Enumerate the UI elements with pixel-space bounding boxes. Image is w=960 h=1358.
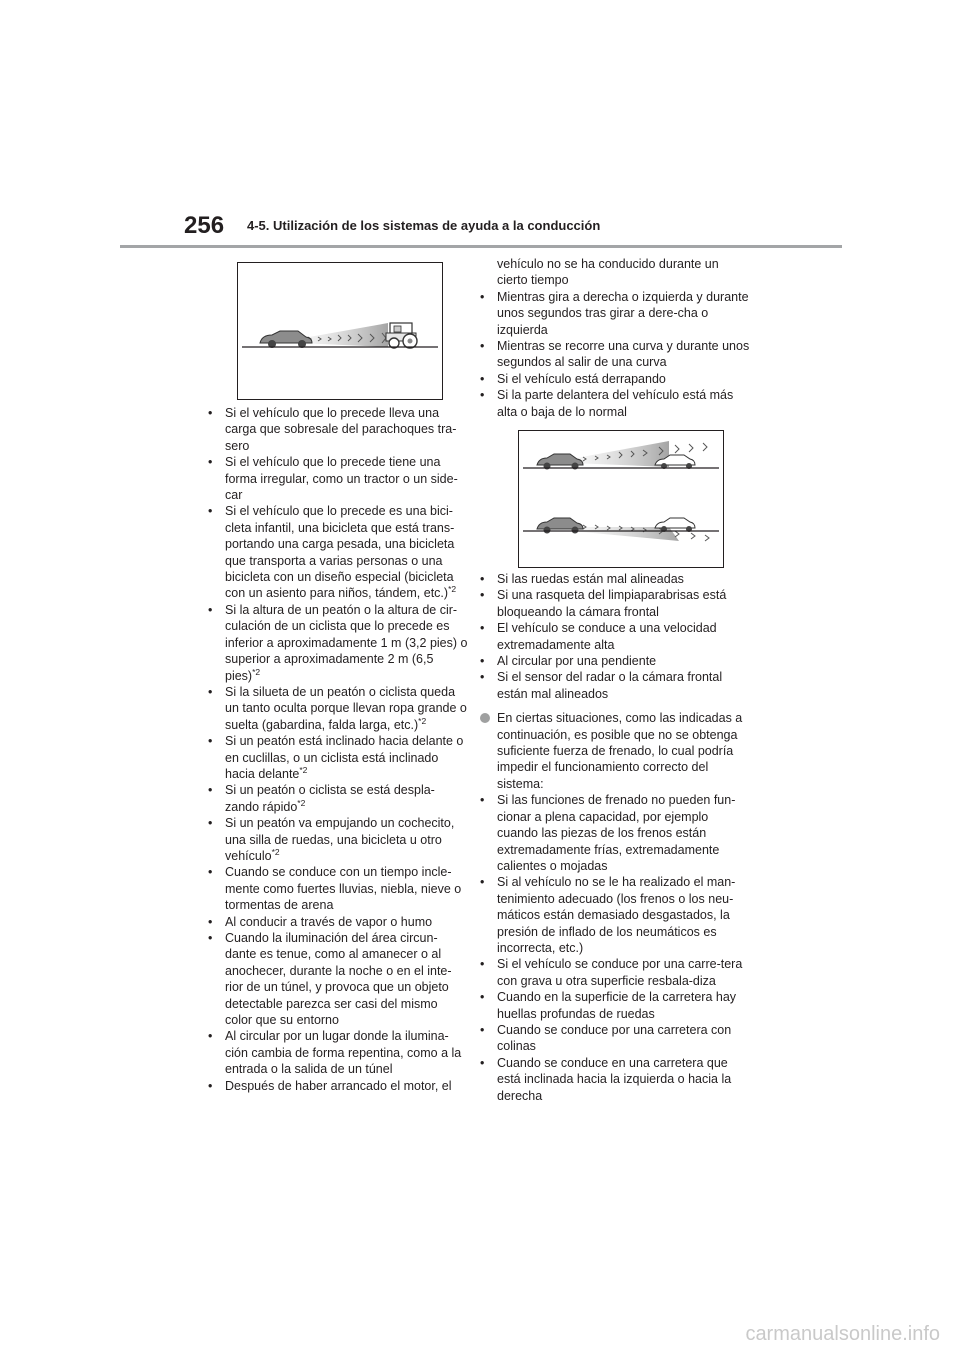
- list-item: • Si la altura de un peatón o la altura de cir-culación de un ciclista que lo precede es inferior a aproximadamente 1 m (3,2 pies) o superior a aproximadamente 2 m (6,5 pies)$^{*2}$: [208, 602, 468, 683]
- list-item: • Cuando en la superficie de la carretera hay huellas profundas de ruedas: [480, 990, 737, 1021]
- section-title: 4-5. Utilización de los sistemas de ayuda a la conducción: [247, 218, 601, 233]
- curve-illustration: [519, 431, 723, 567]
- list-item: • Cuando se conduce con un tiempo incle-mente como fuertes lluvias, niebla, nieve o tormentas de arena: [208, 865, 462, 913]
- list-item: • Mientras gira a derecha o izquierda y durante unos segundos tras girar a dere-cha o izquierda: [480, 289, 749, 337]
- main-point-circle-icon: [480, 713, 490, 723]
- list-item: • Al circular por una pendiente: [480, 654, 657, 669]
- right-column-top: [480, 256, 752, 420]
- list-item: • Cuando la iluminación del área circun-dante es tenue, como al amanecer o al anochecer, durante la noche o en el inte-rior de un túnel, y provoca que un objeto detectable parezca ser casi del mismo color que su entorno: [208, 931, 452, 1028]
- list-item: • Si el vehículo está derrapando: [480, 371, 666, 386]
- list-item: • Si el vehículo que lo precede tiene una forma irregular, como un tractor o un side-car: [208, 455, 458, 503]
- tractor-illustration: [238, 263, 442, 399]
- car-icon: [537, 454, 583, 470]
- list-item: • Si un peatón está inclinado hacia delante o en cuclillas, o un ciclista está inclinado hacia delante$^{*2}$: [208, 734, 464, 781]
- tractor-icon: [386, 323, 417, 348]
- continued-text: vehículo no se ha conducido durante un cierto tiempo: [497, 257, 719, 288]
- left-column: [208, 405, 468, 1094]
- main-point: En ciertas situaciones, como las indicadas a continuación, es posible que no se obtenga suficiente fuerza de frenado, lo cual podría impedir el funcionamiento correcto del sistema:: [480, 710, 752, 792]
- list-item: • Cuando se conduce en una carretera que está inclinada hacia la izquierda o hacia la derecha: [480, 1055, 732, 1103]
- right-column-middle: [480, 571, 752, 1104]
- list-item: • Si un peatón o ciclista se está despla-zando rápido$^{*2}$: [208, 783, 435, 814]
- list-item: • Al conducir a través de vapor o humo: [208, 914, 433, 929]
- figure-curve-illustration: [518, 430, 724, 568]
- list-item: • Si el vehículo que lo precede lleva una carga que sobresale del parachoques tra-sero: [208, 406, 457, 453]
- list-item: • Si al vehículo no se le ha realizado el man-tenimiento adecuado (los frenos o los neu-máticos están demasiado desgastados, la presión de inflado de los neumáticos es incorrecta, etc.): [480, 875, 736, 955]
- list-item: • Si las ruedas están mal alineadas: [480, 572, 684, 586]
- list-item: • Después de haber arrancado el motor, el: [208, 1078, 452, 1093]
- list-item: • Cuando se conduce por una carretera con colinas: [480, 1022, 732, 1054]
- list-item: • Al circular por un lugar donde la ilumina-ción cambia de forma repentina, como a la entrada o la salida de un túnel: [208, 1029, 462, 1077]
- car-icon: [260, 331, 312, 348]
- list-item: • Si una rasqueta del limpiaparabrisas está bloqueando la cámara frontal: [480, 588, 727, 619]
- figure-tractor-illustration: [237, 262, 443, 400]
- list-item: • Si un peatón va empujando un cochecito, una silla de ruedas, una bicicleta u otro vehículo$^{*2}$: [208, 816, 455, 863]
- header-rule: [120, 245, 842, 248]
- list-item: • Si el vehículo se conduce por una carre-tera con grava u otra superficie resbala-diza: [480, 957, 743, 988]
- list-item: • Si el sensor del radar o la cámara frontal están mal alineados: [480, 670, 723, 701]
- list-item: • El vehículo se conduce a una velocidad extremadamente alta: [480, 621, 717, 652]
- list-item: • Si las funciones de frenado no pueden fun-cionar a plena capacidad, por ejemplo cuando las piezas de los frenos están extremadamente frías, extremadamente calientes o mojadas: [480, 793, 736, 873]
- list-item: • Si la parte delantera del vehículo está más alta o baja de lo normal: [480, 388, 734, 419]
- list-item: • Si la silueta de un peatón o ciclista queda un tanto oculta porque llevan ropa grande o suelta (gabardina, falda larga, etc.)$^{*2}$: [208, 684, 467, 732]
- watermark: carmanualsonline.info: [745, 1323, 940, 1345]
- page-number: 256: [184, 212, 225, 239]
- list-item: • Si el vehículo que lo precede es una bici-cleta infantil, una bicicleta que está trans-portando una carga pesada, una bicicleta que transporta a varias personas o una bicicleta con un diseño especial (bicicleta con un asiento para niños, tándem, etc.)$^{*2}$: [208, 504, 457, 601]
- list-item: • Mientras se recorre una curva y durante unos segundos al salir de una curva: [480, 339, 750, 370]
